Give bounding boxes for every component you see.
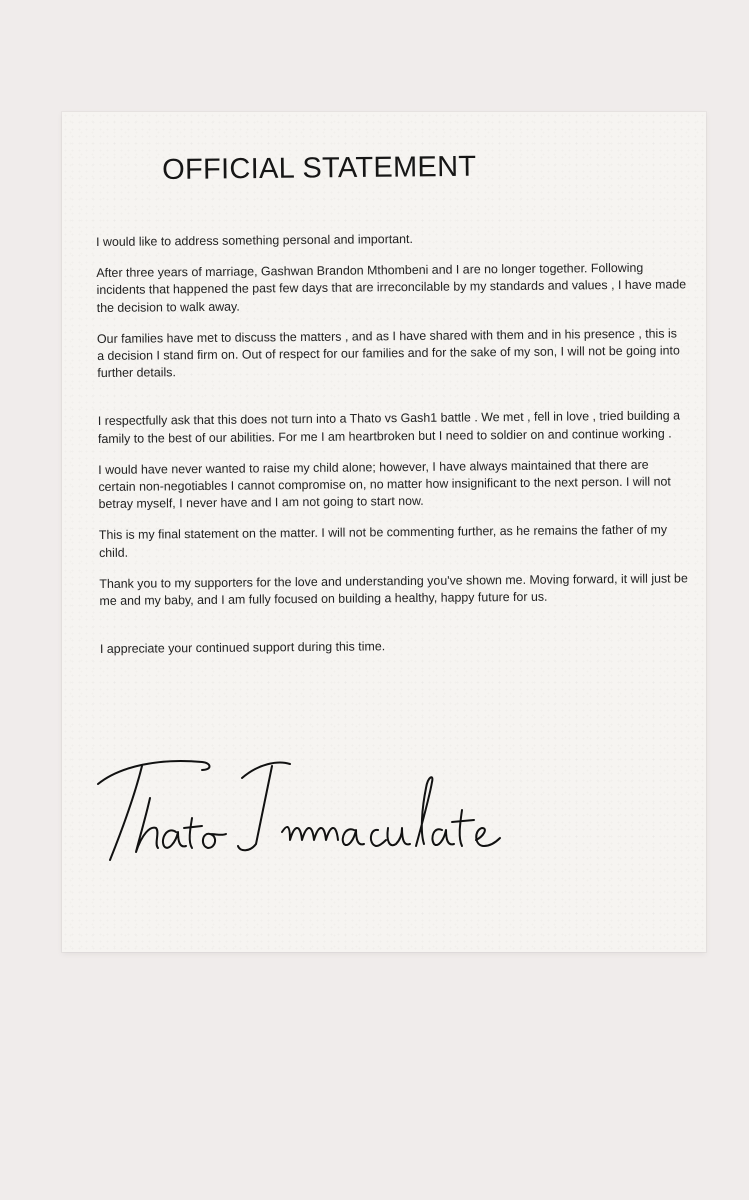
paragraph-intro: I would like to address something personal and important. bbox=[96, 231, 413, 249]
handwritten-signature bbox=[90, 748, 510, 878]
paragraph-request: I respectfully ask that this does not turn into a Thato vs Gash1 battle . We met , fell in love , tried building a family to the best of our abilities. For me I am heartbroken but I need to soldier on and continue working . bbox=[97, 408, 681, 446]
paragraph-non-negotiables: I would have never wanted to raise my child alone; however, I have always maintained that there are certain non-negotiables I cannot compromise on, no matter how insignificant to the next person. I will not betray myself, I never have and I am not going to start now. bbox=[98, 457, 671, 512]
paragraph-appreciation: I appreciate your continued support during this time. bbox=[99, 639, 386, 657]
paragraph-final-statement: This is my final statement on the matter. I will not be commenting further, as he remains the father of my child. bbox=[98, 522, 668, 560]
document-title: OFFICIAL STATEMENT bbox=[162, 150, 477, 186]
paragraph-thanks: Thank you to my supporters for the love and understanding you've shown me. Moving forward, it will just be me and my baby, and I am fully focused on building a healthy, happy future for us. bbox=[99, 571, 688, 609]
paragraph-families: Our families have met to discuss the matters , and as I have shared with them and in his presence , this is a decision I stand firm on. Out of respect for our families and for the sake of my son, I will not be going into further details. bbox=[96, 326, 680, 381]
statement-body bbox=[96, 228, 690, 658]
paragraph-separation: After three years of marriage, Gashwan Brandon Mthombeni and I are no longer together. Following incidents that happened the past few days that are irreconcilable by my standards and values , I have made the decision to walk away. bbox=[96, 260, 687, 315]
